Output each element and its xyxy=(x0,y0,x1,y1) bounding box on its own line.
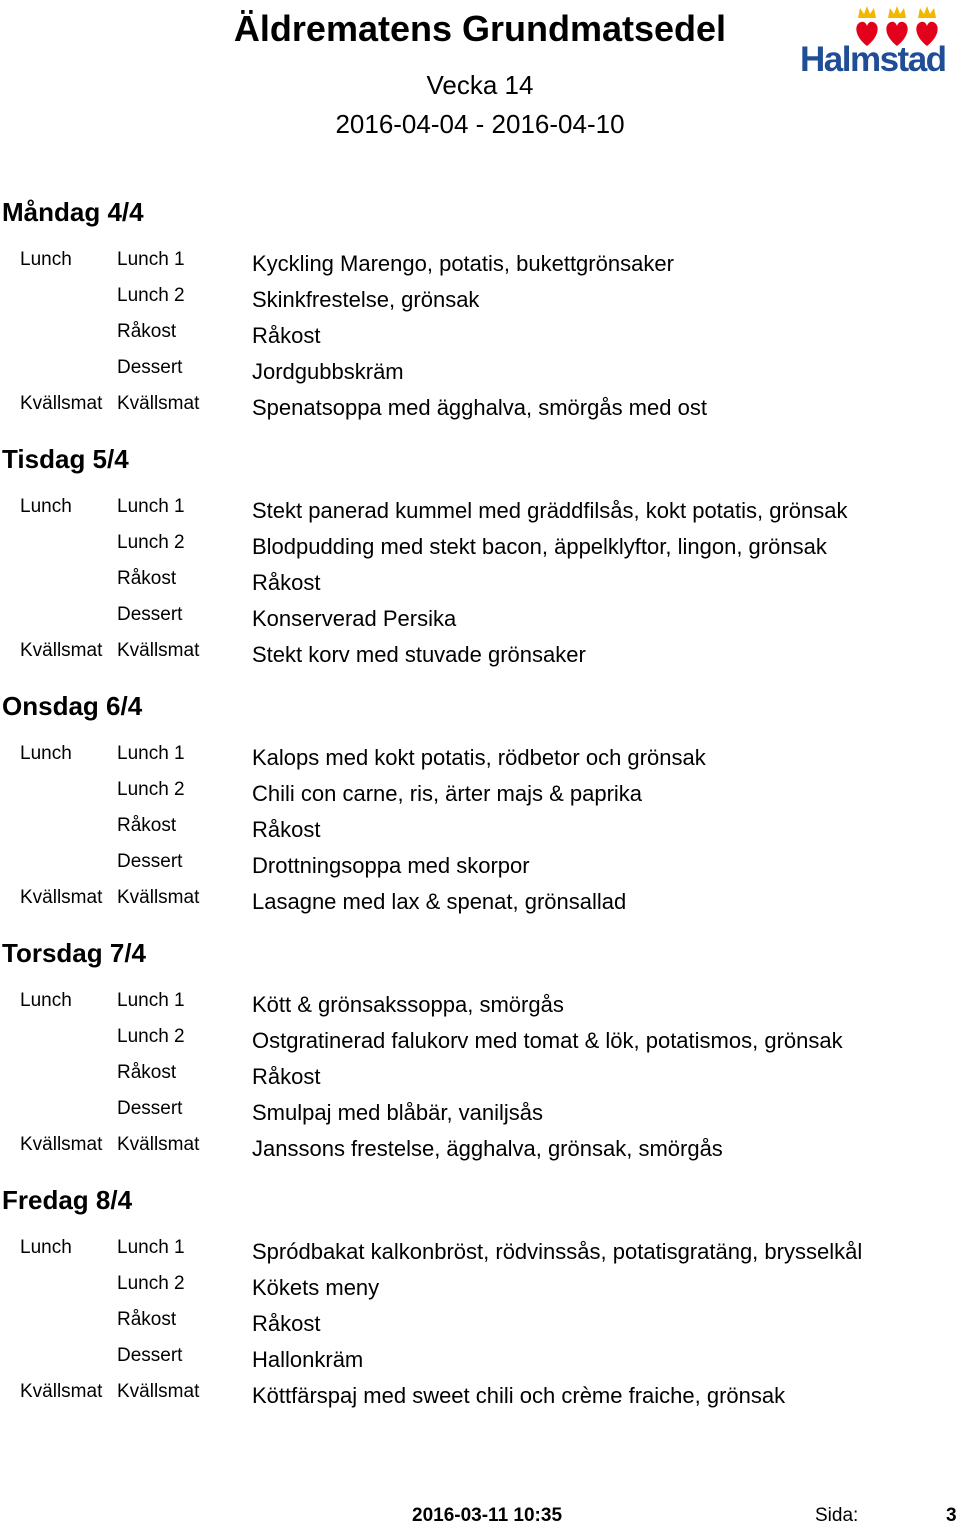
meal-dish: Spenatsoppa med ägghalva, smörgås med ost xyxy=(252,395,707,420)
meal-subtype: Dessert xyxy=(117,357,183,378)
meal-subtype: Kvällsmat xyxy=(117,393,200,414)
meal-subtype: Dessert xyxy=(117,604,183,625)
meal-subtype: Dessert xyxy=(117,1345,183,1366)
day-title: Måndag 4/4 xyxy=(2,197,144,227)
meal-row xyxy=(0,1062,960,1098)
meal-dish: Konserverad Persika xyxy=(252,606,457,631)
meal-row xyxy=(0,779,960,815)
meal-row xyxy=(0,851,960,887)
meal-subtype: Lunch 2 xyxy=(117,532,185,553)
meal-type: Kvällsmat xyxy=(20,1381,103,1402)
day-section xyxy=(0,444,960,676)
day-section xyxy=(0,691,960,923)
day-section xyxy=(0,1185,960,1417)
meal-row xyxy=(0,285,960,321)
meal-row xyxy=(0,1026,960,1062)
meal-type: Lunch xyxy=(20,496,72,517)
meal-dish: Blodpudding med stekt bacon, äppelklyftor, lingon, grönsak xyxy=(252,534,827,559)
meal-dish: Drottningsoppa med skorpor xyxy=(252,853,530,878)
meal-row xyxy=(0,640,960,676)
meal-subtype: Lunch 1 xyxy=(117,1237,185,1258)
meal-dish: Råkost xyxy=(252,1064,321,1089)
meal-dish: Janssons frestelse, ägghalva, grönsak, smörgås xyxy=(252,1136,723,1161)
meal-type: Kvällsmat xyxy=(20,1134,103,1155)
meal-dish: Spródbakat kalkonbröst, rödvinssås, potatisgratäng, brysselkål xyxy=(252,1239,863,1264)
meal-dish: Jordgubbskräm xyxy=(252,359,404,384)
meal-dish: Råkost xyxy=(252,323,321,348)
meal-dish: Råkost xyxy=(252,817,321,842)
week-label: Vecka 14 xyxy=(426,70,534,100)
meal-dish: Kalops med kokt potatis, rödbetor och grönsak xyxy=(252,745,706,770)
meal-dish: Stekt korv med stuvade grönsaker xyxy=(252,642,586,667)
meal-subtype: Lunch 1 xyxy=(117,990,185,1011)
meal-subtype: Lunch 1 xyxy=(117,743,185,764)
meal-dish: Hallonkräm xyxy=(252,1347,364,1372)
meal-row xyxy=(0,1345,960,1381)
day-title: Tisdag 5/4 xyxy=(2,444,129,474)
meal-row xyxy=(0,496,960,532)
page-label: Sida: xyxy=(815,1505,859,1526)
meal-subtype: Lunch 1 xyxy=(117,496,185,517)
meal-type: Lunch xyxy=(20,249,72,270)
meal-dish: Stekt panerad kummel med gräddfilsås, kokt potatis, grönsak xyxy=(252,498,848,523)
meal-row xyxy=(0,249,960,285)
meal-subtype: Råkost xyxy=(117,321,177,342)
halmstad-logo xyxy=(800,4,960,80)
meal-subtype: Råkost xyxy=(117,1309,177,1330)
meal-dish: Skinkfrestelse, grönsak xyxy=(252,287,480,312)
meal-dish: Köttfärspaj med sweet chili och crème fraiche, grönsak xyxy=(252,1383,786,1408)
meal-subtype: Kvällsmat xyxy=(117,887,200,908)
meal-dish: Lasagne med lax & spenat, grönsallad xyxy=(252,889,627,914)
date-range: 2016-04-04 - 2016-04-10 xyxy=(335,109,625,139)
meal-type: Kvällsmat xyxy=(20,887,103,908)
meal-type: Kvällsmat xyxy=(20,640,103,661)
meal-row xyxy=(0,1381,960,1417)
meal-type: Kvällsmat xyxy=(20,393,103,414)
day-section xyxy=(0,938,960,1170)
meal-dish: Råkost xyxy=(252,570,321,595)
meal-subtype: Lunch 2 xyxy=(117,1273,185,1294)
meal-row xyxy=(0,1237,960,1273)
meal-subtype: Råkost xyxy=(117,568,177,589)
meal-subtype: Råkost xyxy=(117,815,177,836)
day-section xyxy=(0,197,960,429)
printed-timestamp: 2016-03-11 10:35 xyxy=(412,1505,563,1526)
meal-row xyxy=(0,1273,960,1309)
meal-row xyxy=(0,743,960,779)
day-title: Onsdag 6/4 xyxy=(2,691,143,721)
page-number: 3 xyxy=(946,1505,957,1526)
meal-type: Lunch xyxy=(20,1237,72,1258)
day-title: Torsdag 7/4 xyxy=(2,938,147,968)
meal-row xyxy=(0,1098,960,1134)
meal-dish: Kött & grönsakssoppa, smörgås xyxy=(252,992,564,1017)
day-title: Fredag 8/4 xyxy=(2,1185,133,1215)
meal-row xyxy=(0,1134,960,1170)
meal-subtype: Dessert xyxy=(117,851,183,872)
meal-subtype: Råkost xyxy=(117,1062,177,1083)
meal-subtype: Lunch 2 xyxy=(117,1026,185,1047)
meal-row xyxy=(0,357,960,393)
meal-dish: Kyckling Marengo, potatis, bukettgrönsaker xyxy=(252,251,674,276)
meal-row xyxy=(0,568,960,604)
meal-row xyxy=(0,887,960,923)
meal-type: Lunch xyxy=(20,990,72,1011)
meal-row xyxy=(0,321,960,357)
meal-dish: Råkost xyxy=(252,1311,321,1336)
meal-row xyxy=(0,532,960,568)
meal-subtype: Kvällsmat xyxy=(117,640,200,661)
meal-row xyxy=(0,604,960,640)
meal-dish: Kökets meny xyxy=(252,1275,380,1300)
meal-subtype: Lunch 2 xyxy=(117,779,185,800)
meal-row xyxy=(0,815,960,851)
meal-subtype: Dessert xyxy=(117,1098,183,1119)
meal-dish: Chili con carne, ris, ärter majs & paprika xyxy=(252,781,643,806)
meal-type: Lunch xyxy=(20,743,72,764)
meal-row xyxy=(0,990,960,1026)
meal-dish: Smulpaj med blåbär, vaniljsås xyxy=(252,1100,544,1125)
meal-subtype: Kvällsmat xyxy=(117,1134,200,1155)
meal-row xyxy=(0,1309,960,1345)
meal-row xyxy=(0,393,960,429)
meal-subtype: Lunch 2 xyxy=(117,285,185,306)
meal-subtype: Lunch 1 xyxy=(117,249,185,270)
meal-dish: Ostgratinerad falukorv med tomat & lök, potatismos, grönsak xyxy=(252,1028,843,1053)
meal-subtype: Kvällsmat xyxy=(117,1381,200,1402)
logo-text: Halmstad xyxy=(800,40,946,79)
page-title: Äldrematens Grundmatsedel xyxy=(233,8,727,49)
